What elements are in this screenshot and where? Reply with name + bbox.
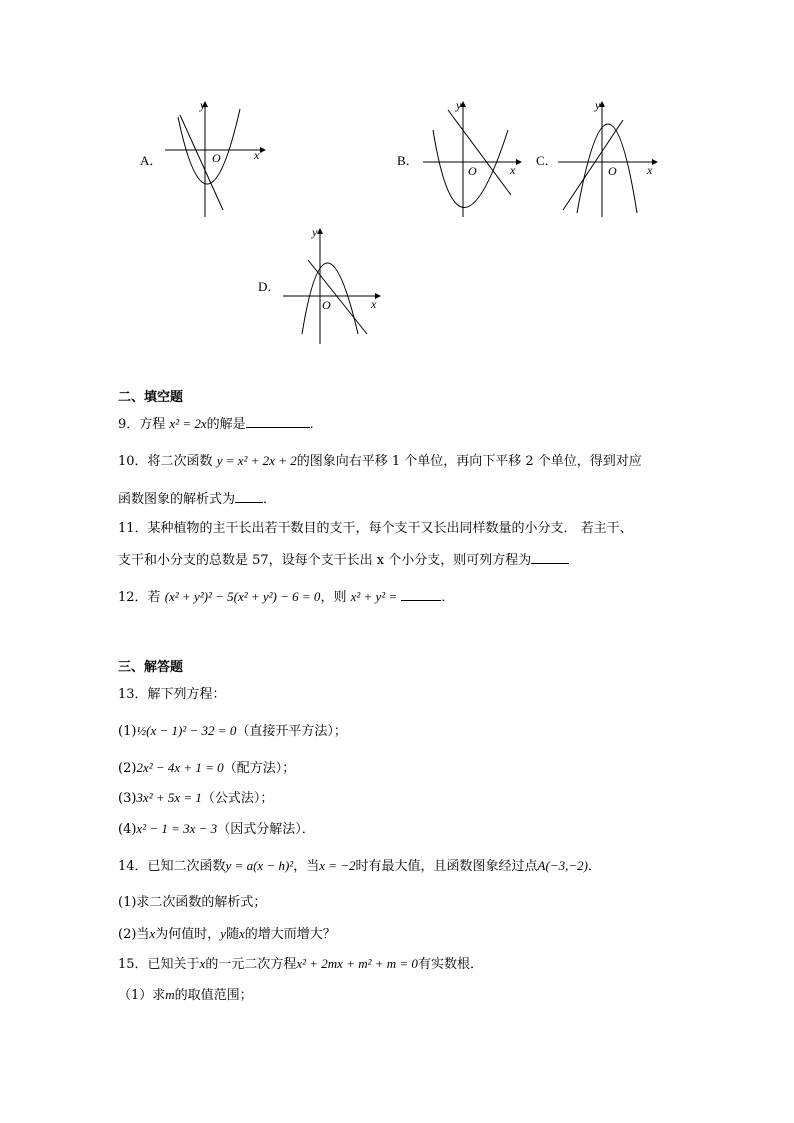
equation: ½(x − 1)² − 32 = 0 — [136, 723, 237, 738]
x-axis-label: x — [371, 297, 377, 311]
question-10-line1: 10．将二次函数 y = x² + 2x + 2的图象向右平移 1 个单位，再向下平移 2 个单位，得到对应 — [118, 453, 642, 469]
graph-c — [555, 95, 665, 220]
equation: y = x² + 2x + 2 — [216, 453, 297, 468]
question-9: 9．方程 x² = 2x的解是 ． — [118, 416, 323, 432]
question-10-line2: 函数图象的解析式为 ． — [118, 492, 277, 507]
question-12: 12．若 (x² + y²)² − 5(x² + y²) − 6 = 0，则 x² + y² = ． — [118, 589, 455, 605]
y-axis-label: y — [595, 98, 601, 112]
equation: x² + y² = — [350, 589, 398, 604]
graph-a — [160, 95, 270, 220]
equation: x² = 2x — [169, 416, 207, 431]
equation: 2x² − 4x + 1 = 0 — [136, 760, 224, 775]
equation: x = −2 — [319, 858, 356, 873]
origin-label: O — [322, 298, 331, 312]
graph-d — [280, 222, 390, 347]
question-13-part2: (2)2x² − 4x + 1 = 0（配方法）； — [118, 760, 296, 776]
section-heading-solutions: 三、解答题 — [118, 660, 184, 675]
question-11-line2: 支干和小分支的总数是 57，设每个支干长出 x 个小分支，则可列方程为 — [118, 551, 569, 570]
question-13-part3: (3)3x² + 5x = 1（公式法）； — [118, 790, 274, 806]
answer-blank[interactable] — [531, 551, 569, 564]
equation: y = a(x − h)² — [225, 858, 294, 873]
question-15-part1: （1）求m的取值范围； — [118, 987, 253, 1003]
question-11-line1: 11．某种植物的主干长出若干数目的支干，每个支干又长出同样数量的小分支． 若主干、 — [118, 521, 633, 536]
question-14-part1: (1)求二次函数的解析式； — [118, 895, 267, 910]
equation: x² + 2mx + m² + m = 0 — [296, 956, 418, 971]
answer-blank[interactable] — [401, 588, 441, 601]
equation: 3x² + 5x = 1 — [136, 790, 202, 805]
x-axis-label: x — [647, 163, 653, 177]
origin-label: O — [468, 164, 477, 178]
origin-label: O — [608, 164, 617, 178]
answer-blank[interactable] — [235, 490, 263, 503]
option-b-label: B． — [397, 153, 419, 168]
option-c-label: C． — [536, 153, 558, 168]
section-heading-fill-in: 二、填空题 — [118, 390, 184, 405]
question-14-part2: (2)当x为何值时，y随x的增大而增大？ — [118, 926, 336, 942]
y-axis-label: y — [312, 225, 318, 239]
y-axis-label: y — [456, 98, 462, 112]
point: A(−3,−2) — [537, 858, 588, 873]
question-14: 14．已知二次函数y = a(x − h)²，当x = −2时有最大值，且函数图象经过点A(−3,−2)． — [118, 858, 601, 874]
equation: x² − 1 = 3x − 3 — [136, 821, 218, 836]
question-13-part1: (1)½(x − 1)² − 32 = 0（直接开平方法）； — [118, 723, 347, 739]
equation: (x² + y²)² − 5(x² + y²) − 6 = 0 — [164, 589, 321, 604]
answer-blank[interactable] — [246, 415, 310, 428]
x-axis-label: x — [254, 148, 260, 162]
y-axis-label: y — [200, 98, 206, 112]
question-13-part4: (4)x² − 1 = 3x − 3（因式分解法）． — [118, 821, 315, 837]
x-axis-label: x — [510, 163, 516, 177]
question-13-title: 13．解下列方程： — [118, 687, 226, 702]
option-a-label: A． — [140, 153, 163, 168]
option-d-label: D． — [258, 279, 281, 294]
graph-b — [418, 95, 528, 220]
origin-label: O — [212, 151, 221, 165]
question-15: 15．已知关于x的一元二次方程x² + 2mx + m² + m = 0有实数根． — [118, 956, 483, 972]
